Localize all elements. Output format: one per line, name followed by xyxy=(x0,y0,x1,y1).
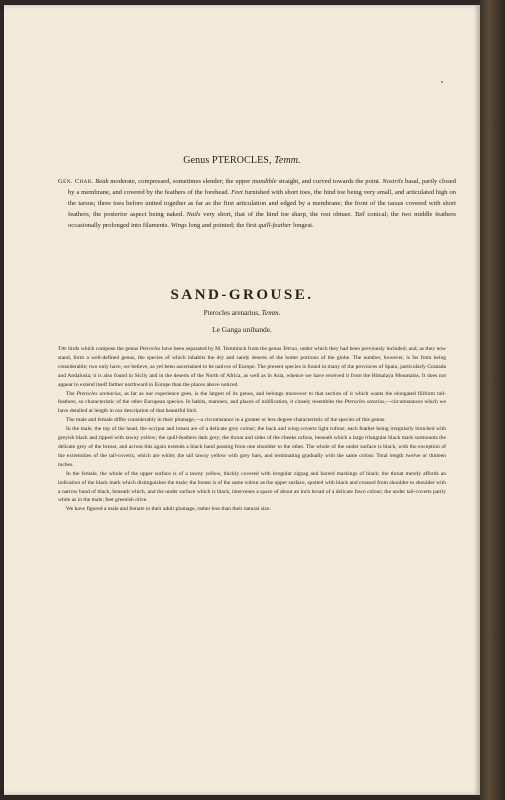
book-page xyxy=(4,5,480,795)
latin-name: Pterocles arenarius, xyxy=(203,309,260,317)
genus-authority: Temm. xyxy=(274,155,301,166)
p2-a: The xyxy=(66,390,75,397)
nails-label: Nails xyxy=(186,210,201,218)
quill-text: longest. xyxy=(292,221,314,229)
beak-label: Beak xyxy=(95,178,109,185)
p1-a: birds which compose the genus xyxy=(68,346,139,352)
mandible-text: straight, and curved towards the point. xyxy=(278,178,381,185)
nostrils-label: Nostrils xyxy=(382,178,404,185)
p1-tetrao: Tetrao, xyxy=(282,346,299,352)
paragraph-distribution xyxy=(58,345,446,390)
char-lead: Gen. Char. xyxy=(58,178,94,185)
p2-species: Pterocles arenarius, xyxy=(76,390,123,397)
p1-lead: The xyxy=(58,346,67,352)
species-title: SAND-GROUSE. xyxy=(170,287,314,303)
p1-genus: Pterocles xyxy=(139,346,161,352)
species-description xyxy=(58,345,446,514)
paragraph-female: In the female, the whole of the upper surface is of a tawny yellow, thickly covered with irregular zigzag and barred markings of black; the throat merely affords an indication of the black mark which distinguishes the male; the breast is of the same colour as the upper surface, spotted with black and crossed from shoulder to shoulder with a narrow band of black, beneath which, and the under surface which is black, intervenes a space of about an inch broad of a delicate fawn colour; the under tail-coverts partly white as in the male; feet greenish olive. xyxy=(58,470,446,504)
nails-text: very short, that of the hind toe sharp, the rest obtuse. xyxy=(203,210,352,218)
p1-c: under which they had been previously included; and, as they now stand, form a well-defined genus, the species of which inhabits the dry and sandy deserts of the hotter portions of the globe. The number, however, is far from being considerable; two only have, we believe, as yet been ascertained to be natives of Europe. The present species is found in many of the provinces of Spain, particularly Granada and Andalusia; it is also found in Sicily and in the deserts of the North of Africa, as well as in Asia, whence we have received it from the Himalaya Mountains. It does not appear to extend itself farther northward in Europe than the places above noticed. xyxy=(58,346,447,388)
page-blemish xyxy=(441,81,443,83)
mandible-label: mandible xyxy=(252,178,277,185)
genus-name: Genus PTEROCLES, xyxy=(183,155,272,166)
paragraph-figure-note: We have figured a male and female in their adult plumage, rather less than their natural size. xyxy=(66,506,271,513)
feet-text: furnished with short toes, the hind toe being very small, and articulated high on the tarsus; three toes before united together as far as the first articulation and edged by a membrane; the front of the tarsus covered with short feathers, the posterior aspect being naked. xyxy=(68,188,456,218)
genus-heading xyxy=(4,155,480,166)
species-latin-name xyxy=(4,309,480,317)
generic-characters xyxy=(58,177,456,232)
beak-text: moderate, compressed, sometimes slender; the upper xyxy=(110,178,251,185)
species-french-name: Le Ganga unibande. xyxy=(212,325,272,334)
nostrils-text: basal, partly closed by a membrane, and covered by the feathers of the forehead. xyxy=(68,178,456,196)
wings-label: Wings xyxy=(170,221,187,229)
feet-label: Feet xyxy=(231,188,243,196)
quill-label: quill-feather xyxy=(258,221,292,229)
paragraph-male: In the male, the top of the head, the occiput and breast are of a delicate grey colour; the back and wing-coverts light rufous; each feather being irregularly blotched with greyish black and tipped with tawny yellow; the quill-feathers dark grey; the throat and sides of the cheeks rufous, beneath which a large triangular black mark surmounts the delicate grey of the breast, and across this again extends a black band passing from one shoulder to the other. The whole of the under surface is black, with the exception of the extremities of the tail-coverts, which are white; the tail tawny yellow with grey bars, and terminating gradually with the same colour. Total length twelve or thirteen inches. xyxy=(58,426,446,468)
latin-authority: Temm. xyxy=(261,309,281,317)
p2-b: as far as our experience goes, is the largest of its genus, and belongs moreover to that section of it which wants the elongated filiform tail-feathers, so characteristic of the other European species. In habits, manners, and places of nidification, it closely resembles the xyxy=(58,390,447,406)
tail-label: Tail xyxy=(354,210,365,218)
paragraph-sexes: The male and female differ considerably in their plumage,—a circumstance in a greater or less degree characteristic of the species of this genus. xyxy=(66,417,386,424)
tail-text: conical; the two middle feathers occasionally prolonged into filaments. xyxy=(68,210,456,229)
p1-b: have been separated by M. Temminck from the genus xyxy=(161,346,282,352)
paragraph-habits xyxy=(58,390,446,417)
p2-c: —circumstances which we have detailed at length in our description of that beautiful bird. xyxy=(58,399,447,415)
wings-text: long and pointed; the first xyxy=(188,221,257,229)
book-binding-edge xyxy=(480,0,505,800)
p2-setarius: Pterocles setarius, xyxy=(344,399,386,406)
